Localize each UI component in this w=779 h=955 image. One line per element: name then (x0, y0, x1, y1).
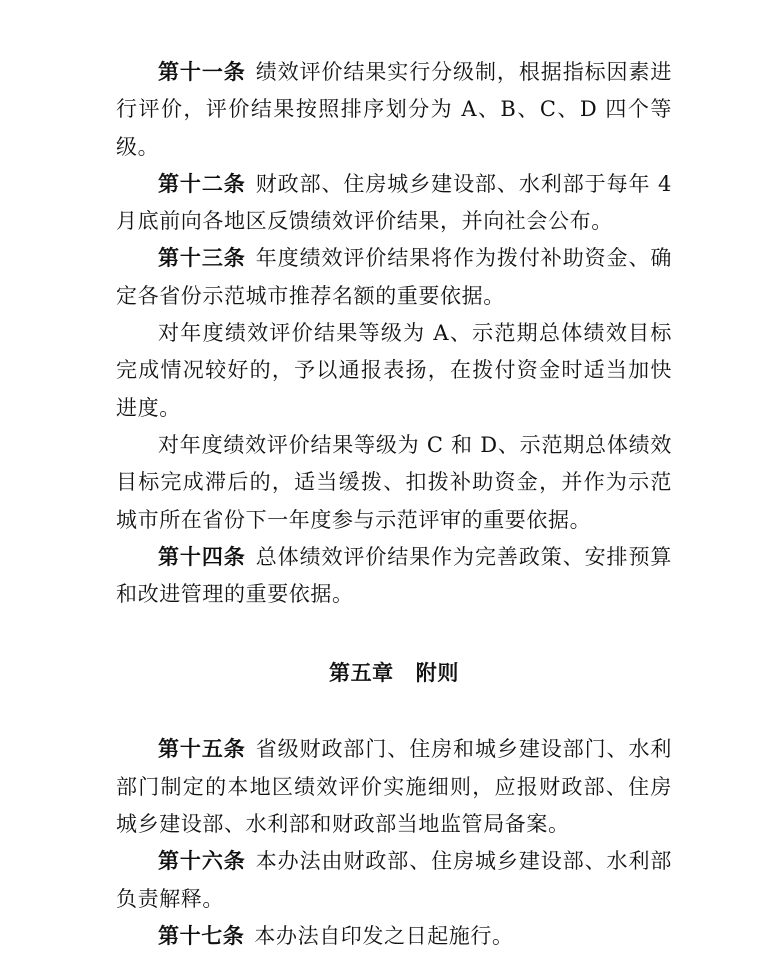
article-12 (116, 166, 672, 241)
article-16 (116, 843, 672, 918)
chapter-title: 附则 (415, 661, 459, 686)
article-label: 第十四条 (158, 544, 246, 569)
paragraph-text: 对年度绩效评价结果等级为 C 和 D、示范期总体绩效目标完成滞后的，适当缓拨、扣拨补助资金，并作为示范城市所在省份下一年度参与示范评审的重要依据。 (116, 432, 672, 532)
article-label: 第十六条 (158, 849, 246, 874)
article-15 (116, 731, 672, 843)
chapter-heading (116, 658, 672, 688)
article-text: 财政部、住房城乡建设部、水利部于每年 4 月底前向各地区反馈绩效评价结果，并向社会公布。 (116, 171, 672, 234)
article-text: 绩效评价结果实行分级制，根据指标因素进行评价，评价结果按照排序划分为 A、B、C、D 四个等级。 (116, 60, 672, 159)
article-label: 第十三条 (158, 246, 246, 271)
article-label: 第十七条 (158, 923, 245, 948)
article-label: 第十一条 (158, 60, 246, 84)
article-text: 年度绩效评价结果将作为拨付补助资金、确定各省份示范城市推荐名额的重要依据。 (116, 246, 672, 308)
article-label: 第十五条 (158, 737, 246, 762)
article-13-paragraph-a (116, 315, 672, 427)
article-13-paragraph-cd (116, 427, 672, 539)
article-label: 第十二条 (158, 171, 246, 196)
paragraph-text: 对年度绩效评价结果等级为 A、示范期总体绩效目标完成情况较好的，予以通报表扬，在拨付资金时适当加快进度。 (116, 321, 672, 420)
article-14 (116, 539, 672, 614)
article-text: 本办法自印发之日起施行。 (254, 923, 514, 948)
article-17 (116, 918, 672, 955)
article-13 (116, 240, 672, 315)
chapter-number: 第五章 (328, 661, 394, 686)
article-text: 总体绩效评价结果作为完善政策、安排预算和改进管理的重要依据。 (116, 544, 672, 607)
article-11 (116, 54, 672, 166)
document-page (116, 54, 672, 955)
article-text: 省级财政部门、住房和城乡建设部门、水利部门制定的本地区绩效评价实施细则，应报财政部、住房城乡建设部、水利部和财政部当地监管局备案。 (116, 737, 672, 837)
article-text: 本办法由财政部、住房城乡建设部、水利部负责解释。 (116, 849, 672, 911)
